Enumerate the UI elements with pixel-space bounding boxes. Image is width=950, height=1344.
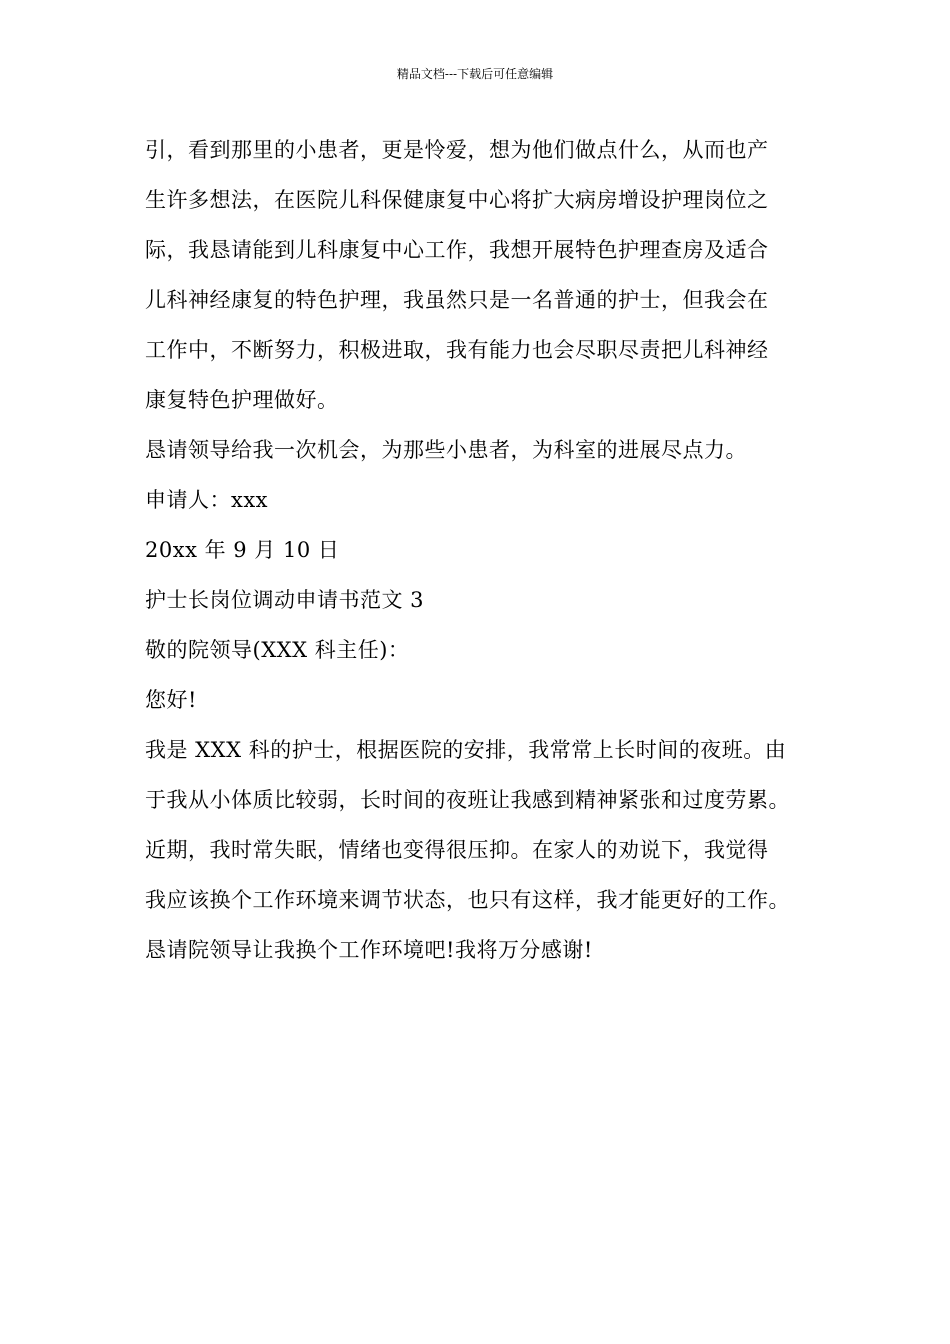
paragraph-line: 于我从小体质比较弱，长时间的夜班让我感到精神紧张和过度劳累。 (145, 788, 790, 812)
paragraph-line: 儿科神经康复的特色护理，我虽然只是一名普通的护士，但我会在 (145, 288, 769, 312)
paragraph-line: 引，看到那里的小患者，更是怜爱，想为他们做点什么，从而也产 (145, 138, 769, 162)
paragraph-line: 际，我恳请能到儿科康复中心工作，我想开展特色护理查房及适合 (145, 238, 769, 262)
paragraph-line: 恳请院领导让我换个工作环境吧!我将万分感谢! (145, 938, 593, 962)
section-title: 护士长岗位调动申请书范文 3 (145, 588, 425, 612)
paragraph-line: 恳请领导给我一次机会，为那些小患者，为科室的进展尽点力。 (145, 438, 747, 462)
paragraph-line: 生许多想法，在医院儿科保健康复中心将扩大病房增设护理岗位之 (145, 188, 769, 212)
greeting-line: 您好! (145, 688, 197, 712)
paragraph-line: 我是 XXX 科的护士，根据医院的安排，我常常上长时间的夜班。由 (145, 738, 787, 762)
paragraph-line: 我应该换个工作环境来调节状态，也只有这样，我才能更好的工作。 (145, 888, 790, 912)
applicant-line: 申请人：xxx (145, 488, 269, 512)
paragraph-line: 近期，我时常失眠，情绪也变得很压抑。在家人的劝说下，我觉得 (145, 838, 769, 862)
paragraph-line: 康复特色护理做好。 (145, 388, 339, 412)
salutation-line: 敬的院领导(XXX 科主任)： (145, 638, 410, 662)
paragraph-line: 工作中，不断努力，积极进取，我有能力也会尽职尽责把儿科神经 (145, 338, 769, 362)
date-line: 20xx 年 9 月 10 日 (145, 538, 340, 562)
page-header: 精品文档---下载后可任意编辑 (396, 67, 554, 81)
